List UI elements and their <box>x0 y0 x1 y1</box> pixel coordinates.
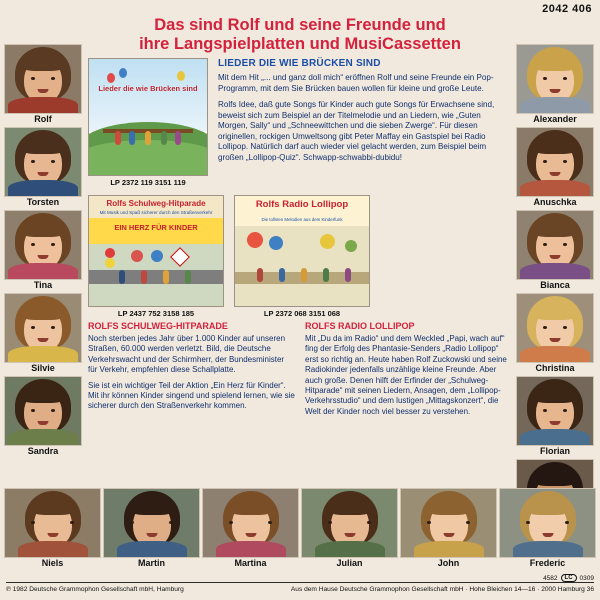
portrait-cell <box>4 488 101 572</box>
portrait-photo <box>400 488 497 558</box>
album-cover-brueckensind <box>88 58 208 176</box>
album-cover-schulweg <box>88 195 224 307</box>
portrait-photo <box>202 488 299 558</box>
portrait-name: Tina <box>33 280 53 290</box>
portrait-photo <box>516 293 594 363</box>
release-paragraph: Noch sterben jedes Jahr über 1.000 Kinder auf unseren Straßen, 60.000 werden verletzt. Bild, die Deutsche Verkehrswacht und der Schirmherr, der Bundesminister für Verkehr, empfehlen diese Schallplatte. <box>88 334 286 375</box>
portrait-photo <box>4 293 82 363</box>
portrait-cell <box>301 488 398 572</box>
portrait-photo <box>499 488 596 558</box>
release-paragraph: Mit „Du da im Radio“ und dem Weckled „Papi, wach auf“ fing der Erfolg des Phantasie-Senders „Radio Lollipop“ erst so richtig an. Heute haben Rolf Zuckowski und seine Radiokinder jedenfalls unzählige kleine Freunde. Aber auch große. Denen hilft der Erfinder der „Schulweg-Hitparade“ mit seinen Liedern, Ansagen, dem „Lollipop-Verkehrsstudio“ und dem lustigen „Mittagskonzert“, die Welt der Kinder noch viel besser zu verstehen. <box>305 334 507 416</box>
portrait-name: Niels <box>41 558 64 568</box>
album-cover-subtitle-lollipop: Die tollsten Melodien aus dem Kinderfunk <box>261 217 343 222</box>
publisher-address: Aus dem Hause Deutsche Grammophon Gesellschaft mbH · Hohe Bleichen 14—16 · 2000 Hamburg 36 <box>290 586 594 593</box>
release-paragraph: Mit dem Hit „... und ganz doll mich“ eröffnen Rolf und seine Freunde ein Pop-Programm, mit dem Sie Brücken bauen wollen für kleine und große Leute. <box>218 73 494 93</box>
release-paragraph: Rolfs Idee, daß gute Songs für Kinder auch gute Songs für Erwachsene sind, beweist sich zum Beispiel an der Titelmelodie und an Liedern, wie „Guten Morgen, Sally“ und „Schneewittchen und die sieben Zwerge“. Für diesen originellen, rockigen Umweltsong gibt Peter Maffay ein Gastspiel bei Radio Lollipop. Natürlich darf auch wieder viel gelacht werden, zum Beispiel beim großen „Lollipop-Quiz“. Schwapp-schwabbi-dubidu! <box>218 100 495 162</box>
left-portrait-column <box>4 44 84 459</box>
album-cover-title-lollipop: Rolfs Radio Lollipop <box>255 199 349 210</box>
release-schulweg-text <box>88 321 295 417</box>
portrait-photo <box>516 210 594 280</box>
portrait-photo <box>516 376 594 446</box>
portrait-photo <box>4 488 101 558</box>
portrait-photo <box>4 44 82 114</box>
right-portrait-column <box>516 44 596 542</box>
album-cover-lollipop <box>234 195 370 307</box>
release-brueckensind <box>88 58 512 187</box>
release-content <box>88 58 512 417</box>
page-title-line-1: Das sind Rolf und seine Freunde und <box>154 16 446 34</box>
release-heading-lollipop: ROLFS RADIO LOLLIPOP <box>305 321 415 331</box>
portrait-cell <box>4 210 82 291</box>
portrait-cell <box>4 44 82 125</box>
footer <box>0 574 600 600</box>
catalog-number: 2042 406 <box>542 3 592 15</box>
release-paragraph: Sie ist ein wichtiger Teil der Aktion „Ein Herz für Kinder“. Mit ihr können Kinder singend und spielend lernen, wie sie sicherer durch den Straßenverkehr kommen. <box>88 380 295 411</box>
portrait-cell <box>4 293 82 374</box>
portrait-name: Martina <box>234 558 267 568</box>
portrait-name: Florian <box>539 446 570 456</box>
catalog-caption-brueckensind: LP 2372 119 3151 119 <box>110 178 186 187</box>
release-heading-schulweg: ROLFS SCHULWEG-HITPARADE <box>88 321 228 331</box>
release-descriptions-row <box>88 321 512 417</box>
portrait-photo <box>4 210 82 280</box>
portrait-cell <box>103 488 200 572</box>
album-cover-banner-schulweg: EIN HERZ FÜR KINDER <box>114 223 198 232</box>
portrait-name: Alexander <box>533 114 577 124</box>
portrait-cell <box>202 488 299 572</box>
portrait-name: Silvie <box>31 363 55 373</box>
portrait-photo <box>516 127 594 197</box>
portrait-cell <box>499 488 596 572</box>
portrait-cell <box>4 376 82 457</box>
portrait-name: Rolf <box>34 114 52 124</box>
catalog-caption-schulweg: LP 2437 752 3158 185 <box>117 309 195 318</box>
portrait-name: Martin <box>138 558 165 568</box>
portrait-name: John <box>437 558 460 568</box>
portrait-cell <box>516 293 594 374</box>
portrait-photo <box>4 127 82 197</box>
portrait-cell <box>400 488 497 572</box>
rights-number: 4582 <box>543 574 558 582</box>
portrait-name: Julian <box>336 558 363 568</box>
footer-divider <box>6 582 594 583</box>
portrait-name: Frederic <box>529 558 566 568</box>
page-title <box>90 16 510 55</box>
portrait-cell <box>516 376 594 457</box>
album-cover-title-brueckensind: Lieder die wie Brücken sind <box>98 84 198 93</box>
portrait-name: Bianca <box>540 280 570 290</box>
album-cover-subtitle-schulweg: Mit Musik und Spaß sicherer durch den Straßenverkehr <box>99 210 213 215</box>
release-covers-row <box>88 195 512 318</box>
portrait-name: Anuschka <box>533 197 577 207</box>
portrait-name: Christina <box>535 363 575 373</box>
portrait-photo <box>516 44 594 114</box>
portrait-cell <box>516 44 594 125</box>
portrait-photo <box>301 488 398 558</box>
lc-badge: LC <box>561 574 577 582</box>
release-heading-brueckensind: LIEDER DIE WIE BRÜCKEN SIND <box>218 58 381 69</box>
portrait-photo <box>4 376 82 446</box>
portrait-name: Torsten <box>26 197 60 207</box>
rights-code: 0309 <box>579 574 594 582</box>
catalog-caption-lollipop: LP 2372 068 3151 068 <box>263 309 341 318</box>
portrait-name: Sandra <box>27 446 59 456</box>
release-lollipop-text <box>305 321 512 417</box>
bottom-portrait-strip <box>4 488 596 572</box>
portrait-cell <box>516 210 594 291</box>
portrait-cell <box>516 127 594 208</box>
page-title-line-2: ihre Langspielplatten und MusiCassetten <box>139 35 461 54</box>
portrait-cell <box>4 127 82 208</box>
copyright-text: ℗ 1982 Deutsche Grammophon Gesellschaft mbH, Hamburg <box>6 586 184 593</box>
portrait-photo <box>103 488 200 558</box>
album-cover-title-schulweg: Rolfs Schulweg-Hitparade <box>106 199 206 208</box>
